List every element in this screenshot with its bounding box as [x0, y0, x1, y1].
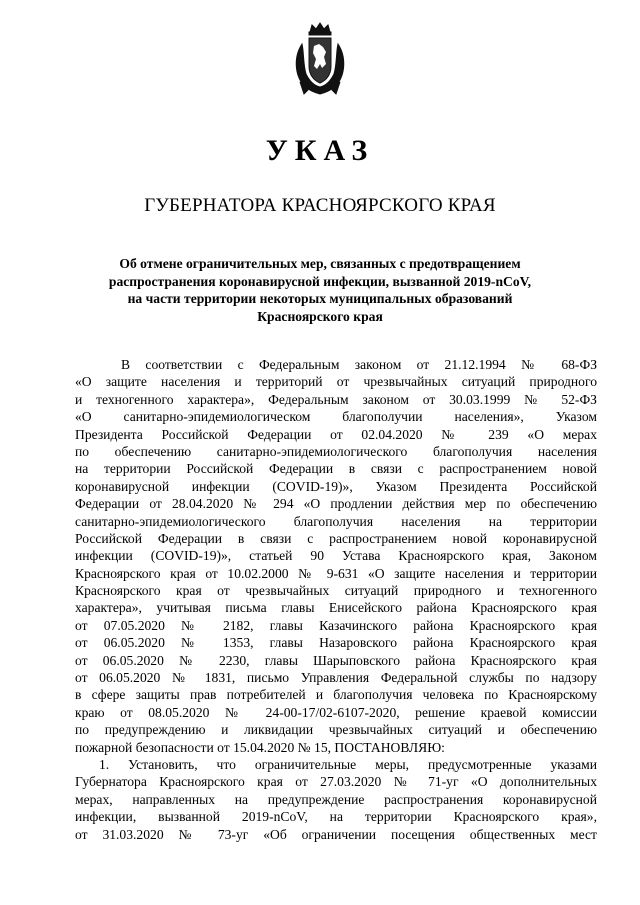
body-line: Российской Федерации в связи с распространением новой коронавирусной [75, 530, 597, 546]
body-line: В соответствии с Федеральным законом от 21.12.1994 № 68-ФЗ [121, 357, 597, 372]
body-line: от 07.05.2020 № 2182, главы Казачинского района Красноярского края [75, 617, 597, 633]
body-line: краю от 08.05.2020 № 24-00-17/02-6107-2020, решение краевой комиссии [75, 704, 597, 720]
document-body [75, 356, 597, 843]
page-number-mark [298, 0, 342, 6]
body-line: «О защите населения и территорий от чрезвычайных ситуаций природного [75, 374, 597, 390]
document-subtitle: ГУБЕРНАТОРА КРАСНОЯРСКОГО КРАЯ [144, 195, 496, 216]
body-line: санитарно-эпидемиологического благополучия населения на территории [75, 513, 597, 529]
body-line: Губернатора Красноярского края от 27.03.2020 № 71-уг «О дополнительных [75, 774, 597, 790]
heading-line: распространения коронавирусной инфекции, вызванной 2019-nCoV, [108, 273, 532, 289]
body-line: от 06.05.2020 № 1831, письмо Управления Федеральной службы по надзору [75, 670, 597, 686]
heading-line: на части территории некоторых муниципальных образований [127, 291, 513, 306]
body-line: 1. Установить, что ограничительные меры, предусмотренные указами [99, 756, 597, 772]
document-heading [80, 255, 560, 325]
body-line: характера», учитывая письма главы Енисейского района Красноярского края [75, 600, 597, 616]
body-line: Красноярского края от 10.02.2000 № 9-631 «О защите населения и территории [75, 565, 597, 581]
body-line: пожарной безопасности от 15.04.2020 № 15, ПОСТАНОВЛЯЮ: [75, 739, 445, 755]
document-title: УКАЗ [265, 134, 375, 167]
krasnoyarsk-coat-of-arms-icon [290, 22, 350, 96]
body-line: от 06.05.2020 № 2230, главы Шарыповского района Красноярского края [75, 652, 597, 668]
heading-line: Красноярского края [257, 308, 383, 324]
body-line: коронавирусной инфекции (COVID-19)», Указом Президента Российской [75, 478, 597, 494]
body-line: по предупреждению и ликвидации чрезвычайных ситуаций и обеспечению [75, 722, 597, 738]
body-line: по обеспечению санитарно-эпидемиологического благополучия населения [75, 443, 597, 459]
body-line: Федерации от 28.04.2020 № 294 «О продлении действия мер по обеспечению [75, 496, 597, 512]
body-line: мерах, направленных на предупреждение распространения коронавирусной [75, 791, 597, 807]
body-line: и техногенного характера», Федеральным законом от 30.03.1999 № 52-ФЗ [75, 391, 597, 407]
body-line: инфекции, вызванной 2019-nCoV, на территории Красноярского края», [75, 809, 597, 825]
body-line: от 06.05.2020 № 1353, главы Назаровского района Красноярского края [75, 635, 597, 651]
body-line: на территории Российской Федерации в связи с распространением новой [75, 461, 597, 477]
body-line: «О санитарно-эпидемиологическом благополучии населения», Указом [75, 409, 597, 425]
body-line: в сфере защиты прав потребителей и благополучия человека по Красноярскому [75, 687, 597, 703]
body-line: Президента Российской Федерации от 02.04.2020 № 239 «О мерах [75, 426, 597, 442]
body-line: от 31.03.2020 № 73-уг «Об ограничении посещения общественных мест [75, 826, 597, 842]
heading-line: Об отмене ограничительных мер, связанных с предотвращением [119, 256, 521, 271]
body-line: Красноярского края от чрезвычайных ситуаций природного и техногенного [75, 583, 597, 599]
body-line: инфекции (COVID-19)», статьей 90 Устава Красноярского края, Законом [75, 548, 597, 564]
